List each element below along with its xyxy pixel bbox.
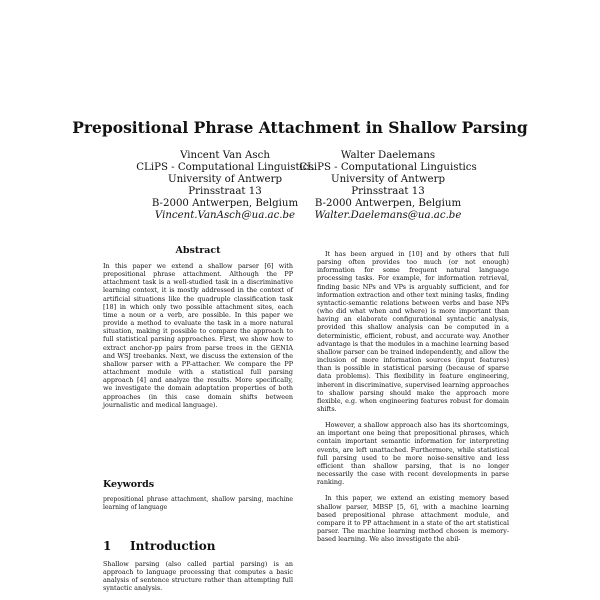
section-number: 1	[103, 539, 112, 553]
author-city: B-2000 Antwerpen, Belgium	[151, 197, 299, 209]
section-heading-introduction	[103, 539, 215, 553]
author-name: Walter Daelemans	[340, 150, 436, 161]
keywords-text: prepositional phrase attachment, shallow parsing, machine learning of language	[103, 496, 293, 511]
abstract-heading: Abstract	[175, 245, 221, 256]
body-paragraph: However, a shallow approach also has its shortcomings, an important one being that prepositional phrases, which contain important semantic information for interpreting events, are left unattached. Furthermore, while statistical full parsing used to be more noise-sensitive and less efficient than shallow parsing, that is no longer necessarily the case with recent developments in parse ranking.	[317, 421, 509, 487]
author-street: Prinsstraat 13	[188, 185, 262, 197]
author-name: Vincent Van Asch	[180, 150, 270, 161]
author-city: B-2000 Antwerpen, Belgium	[314, 197, 462, 209]
author-affiliation: CLiPS - Computational Linguistics	[136, 161, 314, 173]
author-university: University of Antwerp	[331, 173, 445, 185]
author-university: University of Antwerp	[168, 173, 282, 185]
author-block-2	[258, 150, 518, 221]
paper-title: Prepositional Phrase Attachment in Shallow Parsing	[72, 118, 528, 137]
author-email: Walter.Daelemans@ua.ac.be	[314, 209, 462, 221]
author-street: Prinsstraat 13	[351, 185, 425, 197]
author-affiliation: CLiPS - Computational Linguistics	[299, 161, 477, 173]
author-email: Vincent.VanAsch@ua.ac.be	[154, 209, 296, 221]
body-paragraph: In this paper, we extend an existing memory based shallow parser, MBSP [5, 6], with a machine learning based prepositional phrase attachment module, and compare it to PP attachment in a state of the art statistical parser. The machine learning method chosen is memory-based learning. We also investigate the abil-	[317, 494, 509, 544]
abstract-text: In this paper we extend a shallow parser [6] with prepositional phrase attachment. Although the PP attachment task is a well-studied task in a discriminative learning context, it is mostly addressed in the context of artificial situations like the quadruple classification task [18] in which only two possible attachment sites, each time a noun or a verb, are possible. In this paper we provide a method to evaluate the task in a more natural situation, making it possible to compare the approach to full statistical parsing approaches. First, we show how to extract anchor-pp pairs from parse trees in the GENIA and WSJ treebanks. Next, we discuss the extension of the shallow parser with a PP-attacher. We compare the PP attachment module with a statistical full parsing approach [4] and analyze the results. More specifically, we investigate the domain adaptation properties of both approaches (in this case domain shifts between journalistic and medical language).	[103, 262, 293, 409]
keywords-heading: Keywords	[103, 479, 155, 490]
right-column	[317, 250, 509, 551]
body-paragraph: It has been argued in [10] and by others that full parsing often provides too much (or not enough) information for some frequent natural language processing tasks. For example, for information retrieval, finding basic NPs and VPs is arguably sufficient, and for information extraction and other text mining tasks, finding syntactic-semantic relations between verbs and base NPs (who did what when and where) is more important than having an elaborate configurational syntactic analysis, provided this shallow analysis can be computed in a deterministic, efficient, robust, and accurate way. Another advantage is that the modules in a machine learning based shallow parser can be trained independently, and allow the inclusion of more information sources (input features) than is possible in statistical parsing (because of sparse data problems). This flexibility in feature engineering, inherent in discriminative, supervised learning approaches to shallow parsing should make the approach more flexible, e.g. when engineering features robust for domain shifts.	[317, 250, 509, 413]
section-title: Introduction	[130, 539, 216, 553]
introduction-text: Shallow parsing (also called partial parsing) is an approach to language processing that computes a basic analysis of sentence structure rather than attempting full syntactic analysis.	[103, 560, 293, 593]
